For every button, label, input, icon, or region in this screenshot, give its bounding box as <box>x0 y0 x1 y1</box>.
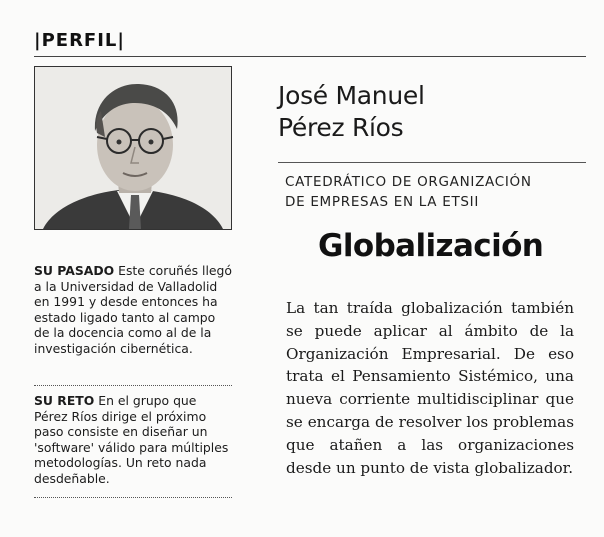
person-role <box>285 172 585 212</box>
sidebar-divider <box>34 385 232 386</box>
sidebar-bottom-divider <box>34 497 232 498</box>
sidebar-reto <box>34 393 232 487</box>
name-line-2: Pérez Ríos <box>278 113 404 142</box>
sidebar-pasado <box>34 263 232 357</box>
person-name <box>278 80 578 144</box>
reto-label: SU RETO <box>34 393 95 408</box>
name-line-1: José Manuel <box>278 81 425 110</box>
article-body: La tan traída globalización también se puede aplicar al ámbito de la Organización Empresarial. De eso trata el Pensamiento Sistémico, una nueva corriente multidisciplinar que se encarga de resolver los problemas que atañen a las organizaciones desde un punto de vista globalizador. <box>286 299 574 477</box>
portrait-illustration <box>35 67 231 229</box>
role-line-2: DE EMPRESAS EN LA ETSII <box>285 194 480 210</box>
portrait-photo <box>34 66 232 230</box>
name-divider <box>278 162 586 163</box>
section-label: |PERFIL| <box>34 30 125 51</box>
reto-text: En el grupo que Pérez Ríos dirige el próximo paso consiste en diseñar un 'software' válido para múltiples metodologías. Un reto nada desdeñable. <box>34 393 229 486</box>
pasado-label: SU PASADO <box>34 263 115 278</box>
pasado-text: Este coruñés llegó a la Universidad de Valladolid en 1991 y desde entonces ha estado ligado tanto al campo de la docencia como al de la investigación cibernética. <box>34 263 232 356</box>
article-headline: Globalización <box>318 228 544 264</box>
role-line-1: CATEDRÁTICO DE ORGANIZACIÓN <box>285 174 532 190</box>
top-divider <box>34 56 586 57</box>
